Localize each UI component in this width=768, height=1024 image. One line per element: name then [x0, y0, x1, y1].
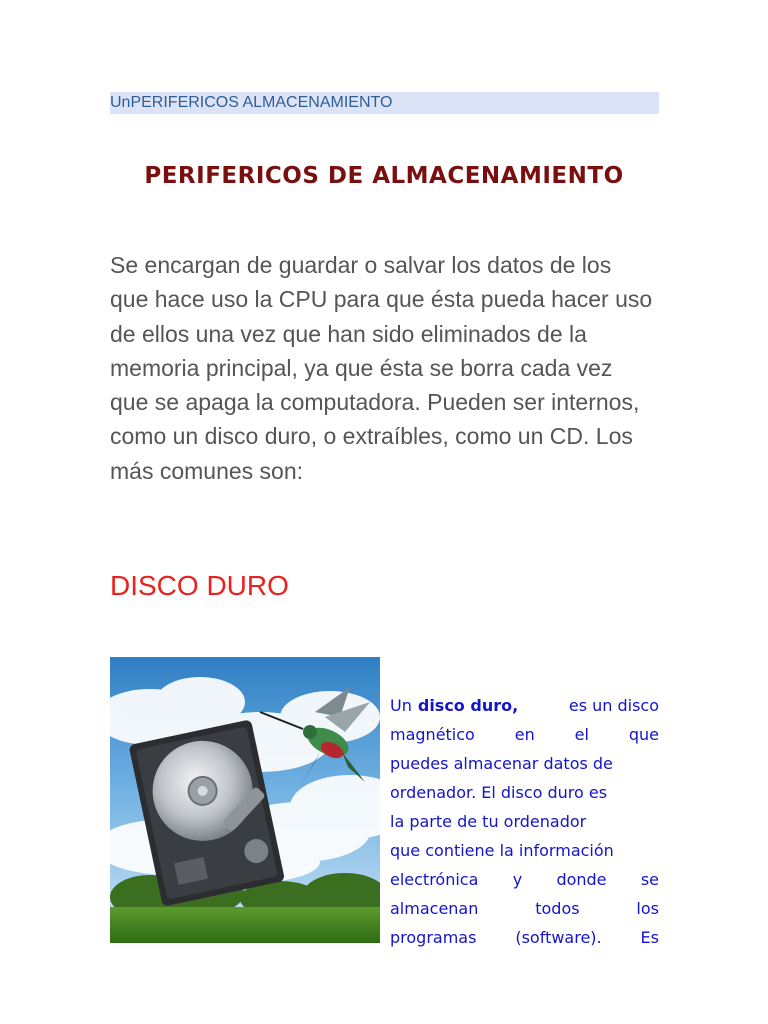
- desc-segment: [418, 691, 659, 720]
- desc-word: los: [636, 899, 659, 918]
- disco-duro-bold: disco duro,: [417, 696, 519, 715]
- intro-line: que hace uso la CPU para que ésta pueda hacer uso: [110, 286, 653, 313]
- intro-line: más comunes son:: [110, 457, 304, 484]
- desc-word: se: [640, 870, 659, 889]
- desc-word: el: [574, 725, 589, 744]
- desc-word: donde: [556, 870, 607, 889]
- page-title: PERIFERICOS DE ALMACENAMIENTO: [144, 163, 624, 189]
- hard-drive-hummingbird-image: [110, 657, 380, 943]
- desc-line: [390, 749, 659, 778]
- desc-line: [390, 923, 659, 952]
- desc-word: y: [512, 870, 523, 889]
- desc-word: electrónica: [390, 870, 479, 889]
- desc-word: ordenador. El disco duro es: [390, 783, 608, 802]
- intro-paragraph: [110, 248, 670, 488]
- desc-word: puedes almacenar datos de: [390, 754, 613, 773]
- intro-line: que se apaga la computadora. Pueden ser internos,: [110, 389, 640, 416]
- intro-line: como un disco duro, o extraíbles, como un CD. Los: [110, 423, 633, 450]
- desc-word: que contiene la información: [390, 841, 614, 860]
- intro-line: memoria principal, ya que ésta se borra cada vez: [110, 354, 613, 381]
- top-heading-text: UnPERIFERICOS ALMACENAMIENTO: [110, 94, 393, 111]
- desc-word: Es: [640, 928, 659, 947]
- desc-word: todos: [535, 899, 580, 918]
- desc-word: programas: [390, 928, 477, 947]
- desc-word: la parte de tu ordenador: [390, 812, 587, 831]
- desc-word: magnético: [390, 725, 475, 744]
- desc-word: (software).: [515, 928, 602, 947]
- intro-line: de ellos una vez que han sido eliminados de la: [110, 320, 587, 347]
- desc-line: [390, 691, 659, 720]
- desc-line: [390, 807, 659, 836]
- disco-duro-description: [390, 691, 659, 952]
- desc-word: es un disco: [568, 696, 659, 715]
- desc-word: Un: [390, 696, 412, 715]
- desc-line: [390, 836, 659, 865]
- section-title: DISCO DURO: [110, 570, 289, 601]
- desc-word: en: [514, 725, 535, 744]
- desc-line: [390, 865, 659, 894]
- intro-line: Se encargan de guardar o salvar los datos de los: [110, 252, 612, 278]
- desc-line: [390, 778, 659, 807]
- desc-line: [390, 720, 659, 749]
- desc-word: que: [628, 725, 659, 744]
- desc-line: [390, 894, 659, 923]
- top-heading: [110, 92, 659, 114]
- desc-word: almacenan: [390, 899, 479, 918]
